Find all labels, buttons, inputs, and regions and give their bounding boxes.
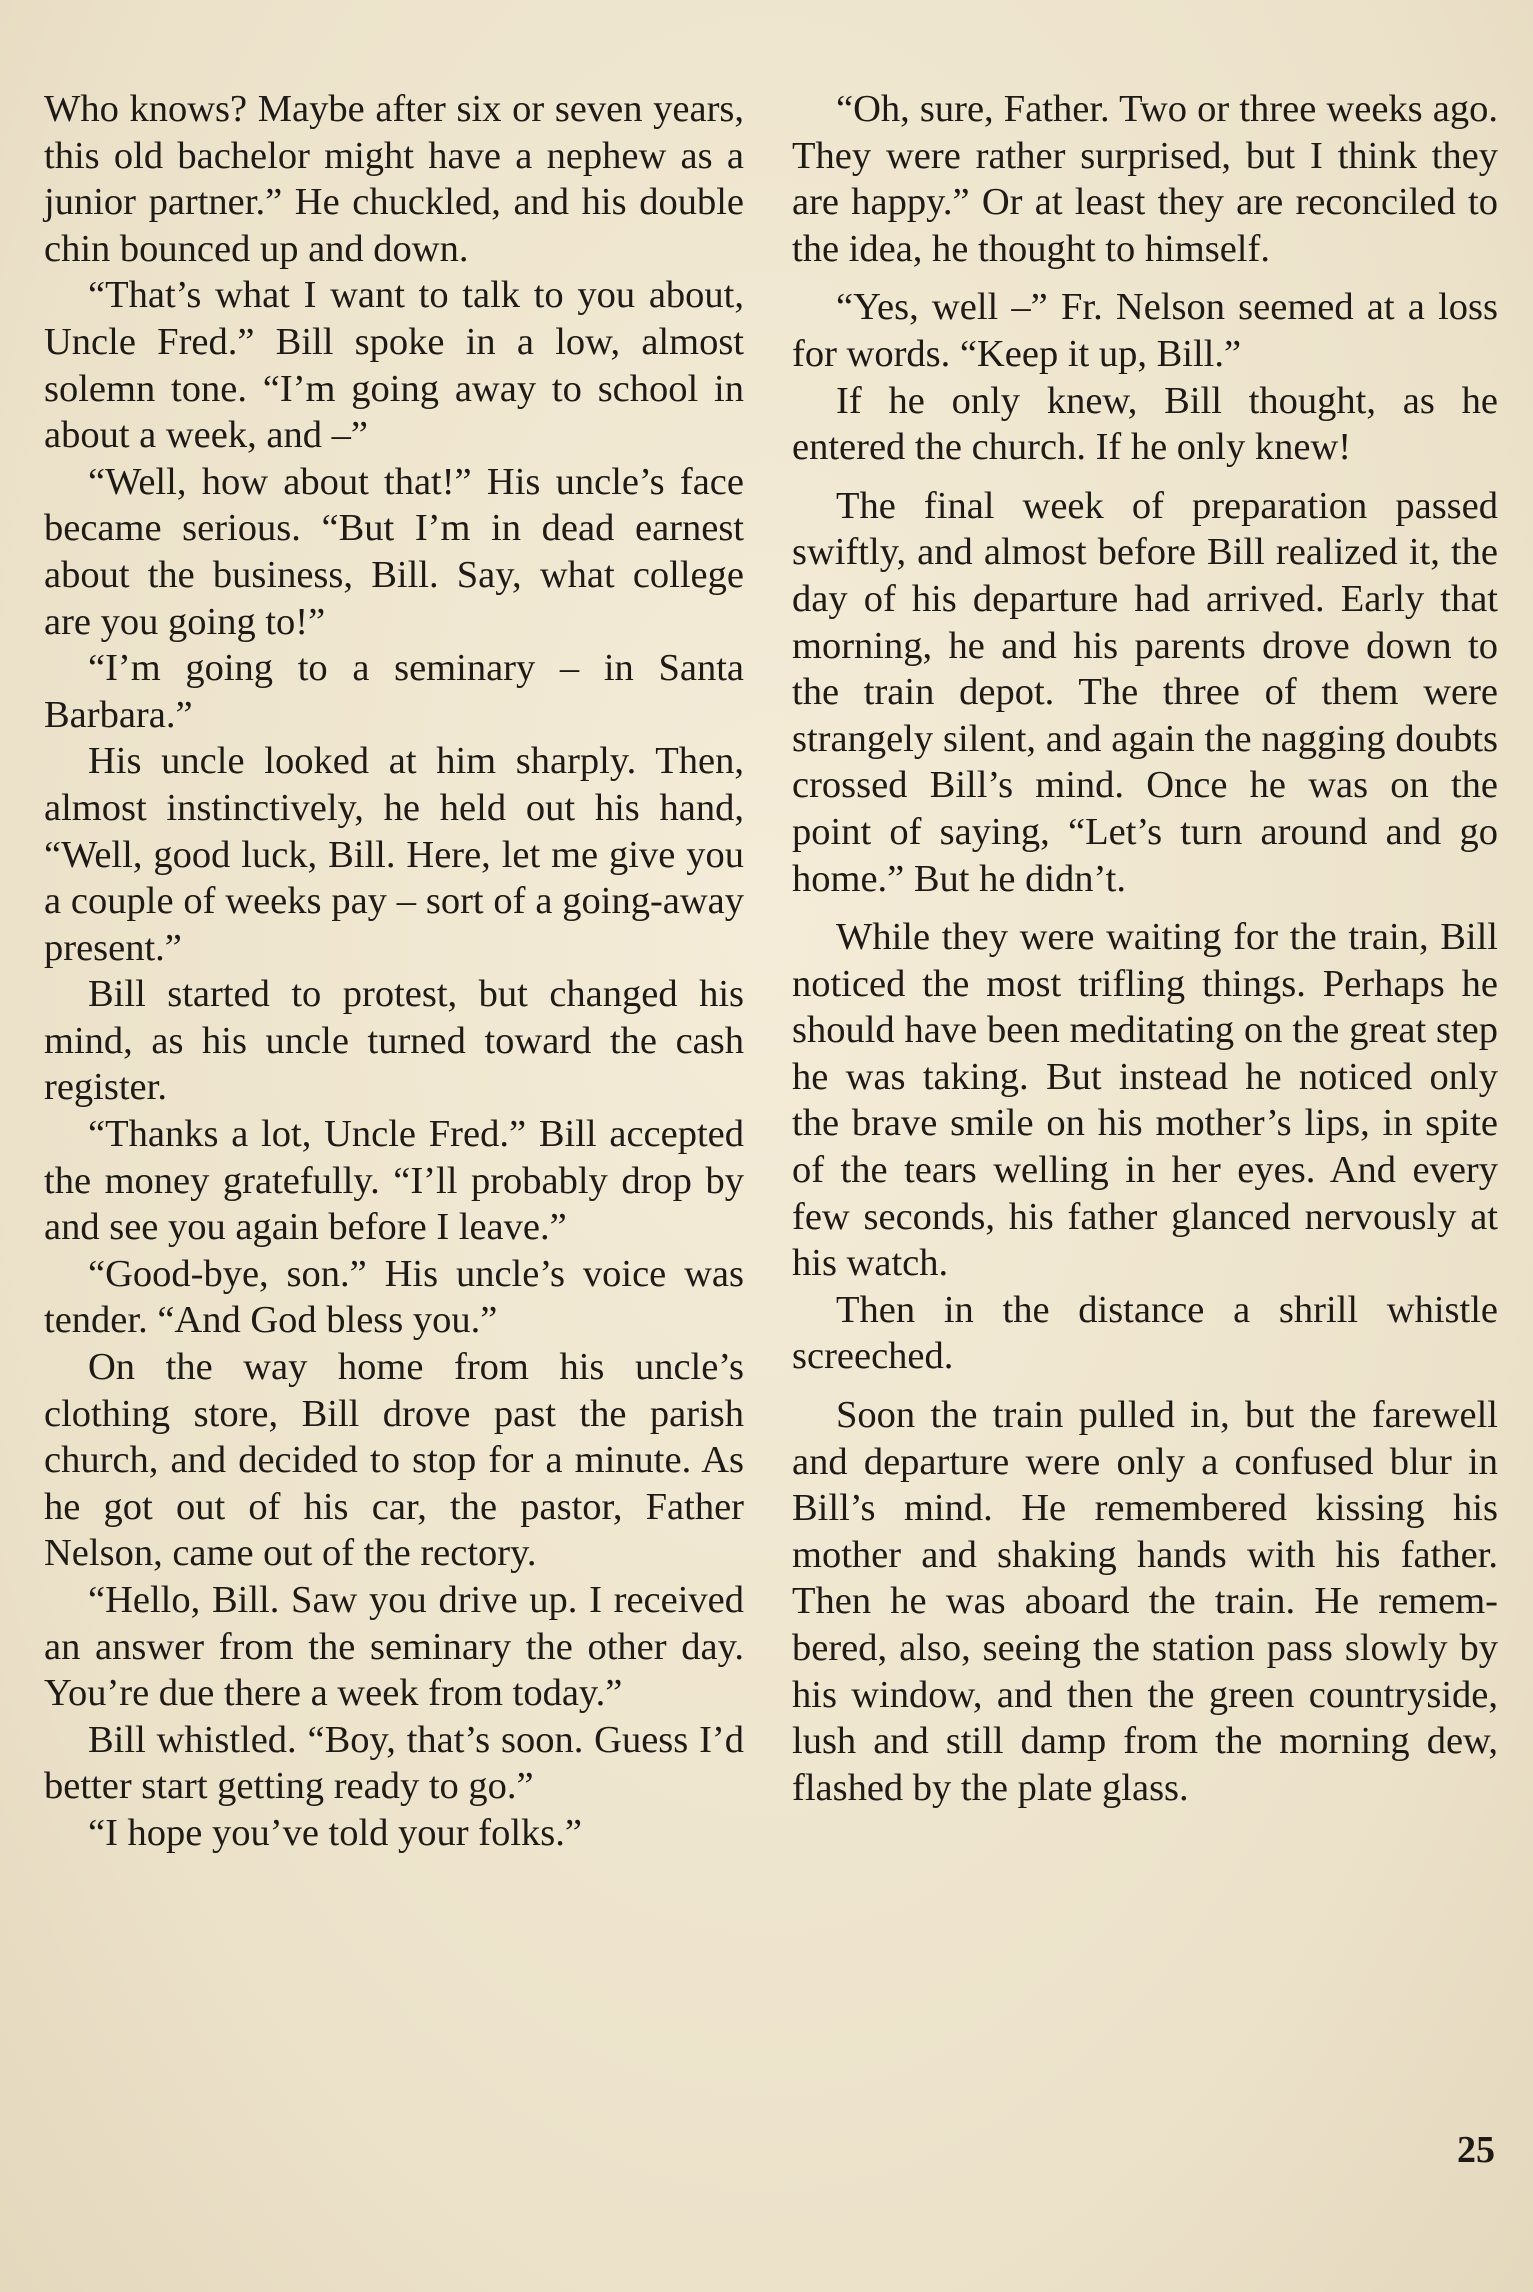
paragraph: Who knows? Maybe after six or seven years, this old bachelor might have a nephew as a junior partner.” He chuckled, and his double chin bounced up and down. (44, 88, 744, 270)
paragraph: “Oh, sure, Father. Two or three weeks ago. They were rather surprised, but I think they are happy.” Or at least they are reconciled to the idea, he thought to himself. (792, 88, 1498, 270)
paragraph: “Well, how about that!” His uncle’s face became serious. “But I’m in dead earnest about the business, Bill. Say, what college are you going to!” (44, 460, 744, 643)
paragraph: “That’s what I want to talk to you about, Uncle Fred.” Bill spoke in a low, almost solemn tone. “I’m going away to school in about a week, and –” (44, 274, 744, 457)
right-column (792, 86, 1498, 1811)
paragraph: Bill whistled. “Boy, that’s soon. Guess I’d better start getting ready to go.” (44, 1718, 744, 1808)
paragraph: “Good-bye, son.” His uncle’s voice was tender. “And God bless you.” (44, 1252, 744, 1342)
paragraph: Bill started to protest, but changed his mind, as his uncle turned toward the cash register. (44, 973, 744, 1109)
paragraph: “Thanks a lot, Uncle Fred.” Bill accepted the money gratefully. “I’ll probably drop by and see you again before I leave.” (44, 1113, 744, 1249)
paragraph: If he only knew, Bill thought, as he entered the church. If he only knew! (792, 379, 1498, 469)
paragraph: The final week of preparation passed swiftly, and almost before Bill realized it, the day of his departure had arrived. Early that morning, he and his parents drove down to the train depot. The three of them were strangely silent, and again the nagging doubts crossed Bill’s mind. Once he was on the point of saying, “Let’s turn around and go home.” But he didn’t. (792, 484, 1498, 900)
paragraph: “Yes, well –” Fr. Nelson seemed at a loss for words. “Keep it up, Bill.” (792, 286, 1498, 375)
paragraph: On the way home from his uncle’s clothing store, Bill drove past the parish church, and decided to stop for a minute. As he got out of his car, the pastor, Father Nelson, came out of the rectory. (44, 1346, 744, 1575)
paragraph: While they were waiting for the train, Bill noticed the most trifling things. Perhaps he should have been meditating on the great step he was taking. But instead he noticed only the brave smile on his mother’s lips, in spite of the tears welling in her eyes. And every few seconds, his father glanced nervously at his watch. (792, 916, 1498, 1285)
paragraph: Soon the train pulled in, but the farewell and departure were only a confused blur in Bill’s mind. He remembered kissing his mother and shaking hands with his father. Then he was aboard the train. He remembered, also, seeing the station pass slowly by his window, and then the green countryside, lush and still damp from the morning dew, flashed by the plate glass. (792, 1394, 1498, 1809)
page-number: 25 (1457, 2129, 1495, 2171)
left-column (44, 86, 744, 1857)
paragraph: “I’m going to a seminary – in Santa Barbara.” (44, 647, 744, 736)
paragraph: Then in the distance a shrill whistle screeched. (792, 1288, 1498, 1378)
paragraph: “I hope you’ve told your folks.” (88, 1811, 582, 1854)
paragraph: His uncle looked at him sharply. Then, almost instinctively, he held out his hand, “Well, good luck, Bill. Here, let me give you a couple of weeks pay – sort of a going-away present.” (44, 740, 744, 969)
paragraph: “Hello, Bill. Saw you drive up. I received an answer from the seminary the other day. You’re due there a week from today.” (44, 1579, 744, 1715)
